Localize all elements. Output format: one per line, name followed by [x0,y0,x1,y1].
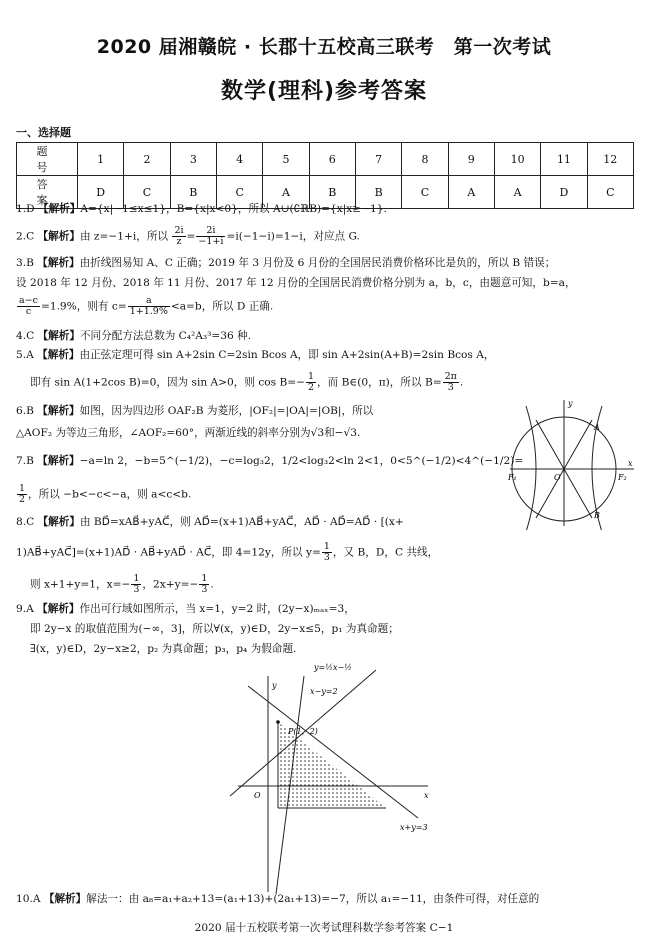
question-number-cell: 5 [263,143,309,176]
label-a: A [594,423,600,432]
solution-8-line-3 [30,574,214,595]
solution-number: 4.C [16,330,35,342]
numerator: 1 [308,371,315,382]
fraction [199,574,209,595]
numerator: 1 [19,483,26,494]
solution-number: 9.A [16,603,34,615]
solution-9-line-3: ∃(x，y)∈D，2y−x≥2，p₂ 为真命题；p₃，p₄ 为假命题. [30,643,297,655]
answer-cell: D [78,176,124,209]
solution-text: ，所以 −b<−c<−a，则 a<c<b. [28,488,192,501]
label-f1: F₁ [508,473,517,482]
answer-table [16,142,634,209]
question-number-cell: 7 [355,143,401,176]
label-point: P(1，2) [288,727,318,736]
label-y: y [568,399,573,408]
answer-cell: A [448,176,494,209]
solution-number: 10.A [16,893,41,905]
solution-number: 8.C [16,516,35,528]
feasible-region-figure [228,656,440,896]
solution-text: 由 BD⃗=xAB⃗+yAC⃗，则 AD⃗=(x+1)AB⃗+yAC⃗，AD⃗ · AD⃗=AD⃗ · [(x+ [79,516,404,528]
solution-9-line-1 [16,602,355,616]
answer-cell: B [170,176,216,209]
solution-text: 不同分配方法总数为 C₄²A₃³=36 种. [79,330,252,342]
question-number-cell: 8 [402,143,448,176]
denominator: 3 [323,552,330,563]
solution-9-line-2: 即 2y−x 的取值范围为(−∞，3]，所以∀(x，y)∈D，2y−x≤5，p₁ 为真命题； [30,623,399,635]
answer-cell: B [309,176,355,209]
label-line-3: x+y=3 [400,823,428,832]
denominator: z [176,236,182,247]
label-x: x [628,459,633,468]
answer-cell: C [216,176,262,209]
numerator: 2π [444,371,457,382]
question-number-cell: 9 [448,143,494,176]
answer-table-row-numbers [17,143,634,176]
numerator: a [128,296,170,307]
solution-number: 1.D [16,203,35,215]
question-number-cell: 3 [170,143,216,176]
denominator: 3 [133,584,140,595]
denominator: 3 [201,584,208,595]
solution-number: 2.C [16,230,35,243]
denominator: 3 [447,382,454,393]
solution-text: =i(−1−i)=1−i，对应点 G. [226,230,360,243]
row-label: 题 号 [17,143,78,176]
section-heading: 一、选择题 [16,126,71,139]
analysis-tag: 【解析】 [37,230,80,243]
solution-text: 作出可行域如图所示，当 x=1，y=2 时，(2y−x)ₘₐₓ=3， [79,603,355,615]
analysis-tag: 【解析】 [37,203,81,215]
solution-4 [16,329,251,343]
solution-text: −a=ln 2，−b=5^(−1/2)，−c=log₃2，1/2<log₃2<ln 2<1，0<5^(−1/2)<4^(−1/2)= [79,455,524,467]
solution-text: A={x|−1≤x≤1}，B={x|x<0}，所以 A∪(∁ℝB)={x|x≥−1}. [80,203,387,215]
fraction [322,542,332,563]
label-b: B [594,511,600,520]
label-line-2: x−y=2 [310,687,338,696]
fraction [306,372,316,393]
hyperbola-figure [506,396,640,530]
label-line-1: y=½x−½ [314,663,352,672]
answer-cell: A [263,176,309,209]
solution-text: 如图，因为四边形 OAF₂B 为菱形，|OF₂|=|OA|=|OB|，所以 [79,405,374,417]
label-y: y [272,681,277,690]
solution-text: =1.9%，则有 c= [40,300,127,313]
question-number-cell: 10 [494,143,540,176]
fraction [17,484,27,505]
fraction [17,296,40,317]
solution-8-line-1 [16,515,404,529]
solution-10 [16,892,539,906]
answer-cell: C [402,176,448,209]
solution-3-line-1 [16,256,555,270]
solution-text: <a=b，所以 D 正确. [170,300,274,313]
numerator: 2i [196,226,225,237]
point-p [276,720,280,724]
solution-number: 5.A [16,349,34,361]
denominator: 1+1.9% [129,306,168,317]
solution-7-line-1 [16,454,523,468]
solution-1 [16,202,387,216]
answer-cell: B [355,176,401,209]
solution-5-line-1 [16,348,494,362]
fraction [172,226,185,247]
analysis-tag: 【解析】 [37,603,80,615]
analysis-tag: 【解析】 [37,405,80,417]
analysis-tag: 【解析】 [37,349,80,361]
analysis-tag: 【解析】 [37,330,80,342]
question-number-cell: 1 [78,143,124,176]
solution-number: 7.B [16,455,34,467]
analysis-tag: 【解析】 [37,516,80,528]
solution-2 [16,226,360,247]
solution-7-line-2 [16,484,191,505]
solution-5-line-2 [30,372,463,393]
row-label: 答 案 [17,176,78,209]
question-number-cell: 4 [216,143,262,176]
solution-3-line-2: 设 2018 年 12 月份、2018 年 11 月份、2017 年 12 月份的全国居民消费价格分别为 a，b，c，由题意可知，b=a， [16,277,576,289]
answer-cell: A [494,176,540,209]
numerator: a−c [19,295,38,306]
solution-text: 由折线图易知 A、C 正确；2019 年 3 月份及 6 月份的全国居民消费价格环比是负的，所以 B 错误； [79,257,556,269]
denominator: 2 [19,494,26,505]
solution-8-line-2 [16,542,438,563]
fraction [131,574,141,595]
denominator: −1+i [198,236,224,247]
answer-cell: C [587,176,633,209]
solution-text: ，而 B∈(0，π)，所以 B= [317,376,442,389]
label-origin: O [554,473,561,482]
solution-6-line-2: △AOF₂ 为等边三角形，∠AOF₂=60°，两渐近线的斜率分别为√3和−√3. [16,427,361,439]
denominator: 2 [308,382,315,393]
solution-text: 即有 sin A(1+2cos B)=0，因为 sin A>0，则 cos B=− [30,376,305,389]
solution-text: 则 x+1+y=1，x=− [30,578,131,591]
question-number-cell: 12 [587,143,633,176]
solution-text: . [459,376,464,389]
solution-3-line-3 [16,296,273,317]
answer-cell: C [124,176,170,209]
label-origin: O [254,791,261,800]
solution-text: 1)AB⃗+yAC⃗]=(x+1)AD⃗ · AB⃗+yAD⃗ · AC⃗，即 4=12y，所以 y= [16,546,321,559]
question-number-cell: 6 [309,143,355,176]
solution-text: . [210,578,214,591]
page-subtitle: 数学(理科)参考答案 [220,79,428,104]
solution-6-line-1 [16,404,373,418]
denominator: c [25,306,32,317]
fraction [128,296,170,317]
numerator: 1 [323,541,330,552]
solution-text: 由 z=−1+i，所以 [79,230,169,243]
question-number-cell: 11 [541,143,587,176]
label-x: x [424,791,429,800]
fraction [196,226,225,247]
page-footer: 2020 届十五校联考第一次考试理科数学参考答案 C−1 [194,922,454,934]
analysis-tag: 【解析】 [37,455,80,467]
solution-text: 由正弦定理可得 sin A+2sin C=2sin Bcos A，即 sin A+2sin(A+B)=2sin Bcos A， [79,349,495,361]
numerator: 1 [201,573,208,584]
question-number-cell: 2 [124,143,170,176]
solution-text: 解法一：由 a₈=a₁+a₂+13=(a₁+13)+(2a₁+13)=−7，所以 a₁=−11，由条件可得，对任意的 [86,893,540,905]
answer-cell: D [541,176,587,209]
solution-number: 3.B [16,257,34,269]
label-f2: F₂ [618,473,627,482]
solution-number: 6.B [16,405,34,417]
page-title: 2020 届湘赣皖 · 长郡十五校高三联考 第一次考试 [96,36,552,58]
solution-text: ，2x+y=− [142,578,199,591]
analysis-tag: 【解析】 [43,893,87,905]
numerator: 1 [133,573,140,584]
analysis-tag: 【解析】 [37,257,80,269]
numerator: 2i [174,225,184,236]
solution-text: ，又 B，D，C 共线， [332,546,439,559]
solution-text: = [186,230,196,243]
fraction [443,372,459,393]
